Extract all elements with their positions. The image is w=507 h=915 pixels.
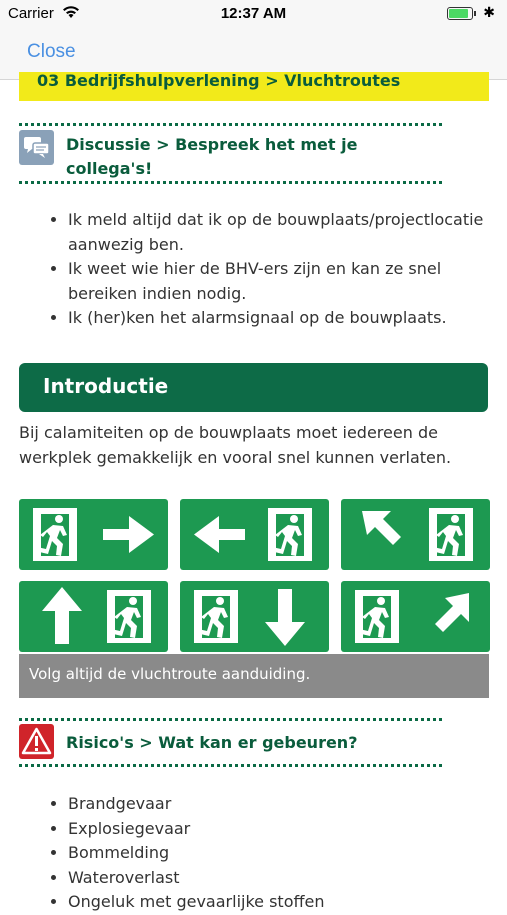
divider [19, 181, 442, 184]
discussion-title [66, 133, 357, 181]
list-item: • Bommelding [68, 841, 498, 866]
exit-sign-icon [19, 581, 168, 652]
chat-icon [19, 130, 54, 165]
close-button[interactable]: Close [27, 41, 76, 62]
list-item: • Ik (her)ken het alarmsignaal op de bouwplaats. [68, 306, 498, 331]
list-item: • Ongeluk met gevaarlijke stoffen [68, 890, 498, 915]
discussion-list [30, 208, 498, 331]
exit-sign-icon [341, 499, 490, 570]
list-item: • Brandgevaar [68, 792, 498, 817]
list-item: • Ik weet wie hier de BHV-ers zijn en kan ze snel bereiken indien nodig. [68, 257, 498, 306]
risks-title: Risico's > Wat kan er gebeuren? [66, 733, 358, 752]
list-item: • Ik meld altijd dat ik op de bouwplaats/projectlocatie aanwezig ben. [68, 208, 498, 257]
scroll-content[interactable] [0, 71, 507, 912]
divider [19, 764, 442, 767]
list-item: • Wateroverlast [68, 866, 498, 891]
caption-text: Volg altijd de vluchtroute aanduiding. [29, 665, 311, 683]
exit-sign-icon [19, 499, 168, 570]
battery-icon [447, 7, 473, 20]
clock: 12:37 AM [220, 5, 287, 22]
carrier-label: Carrier [8, 5, 54, 22]
breadcrumb-text: 03 Bedrijfshulpverlening > Vluchtroutes [37, 71, 401, 90]
list-item: • Explosiegevaar [68, 817, 498, 842]
breadcrumb [19, 72, 489, 101]
discussion-title-line2: collega's! [66, 159, 153, 178]
warning-icon [19, 724, 54, 759]
divider [19, 718, 442, 721]
exit-sign-icon [180, 581, 329, 652]
bluetooth-icon: ✱ [483, 4, 495, 20]
intro-heading: Introductie [43, 374, 169, 398]
risks-list [30, 792, 498, 915]
exit-sign-icon [180, 499, 329, 570]
exit-sign-icon [341, 581, 490, 652]
discussion-title-line1: Discussie > Bespreek het met je [66, 135, 358, 154]
image-caption [19, 654, 489, 698]
intro-text: Bij calamiteiten op de bouwplaats moet iedereen de werkplek gemakkelijk en vooral snel kunnen verlaten. [19, 423, 452, 467]
intro-header [19, 363, 488, 412]
status-bar [0, 0, 507, 27]
divider [19, 123, 442, 126]
